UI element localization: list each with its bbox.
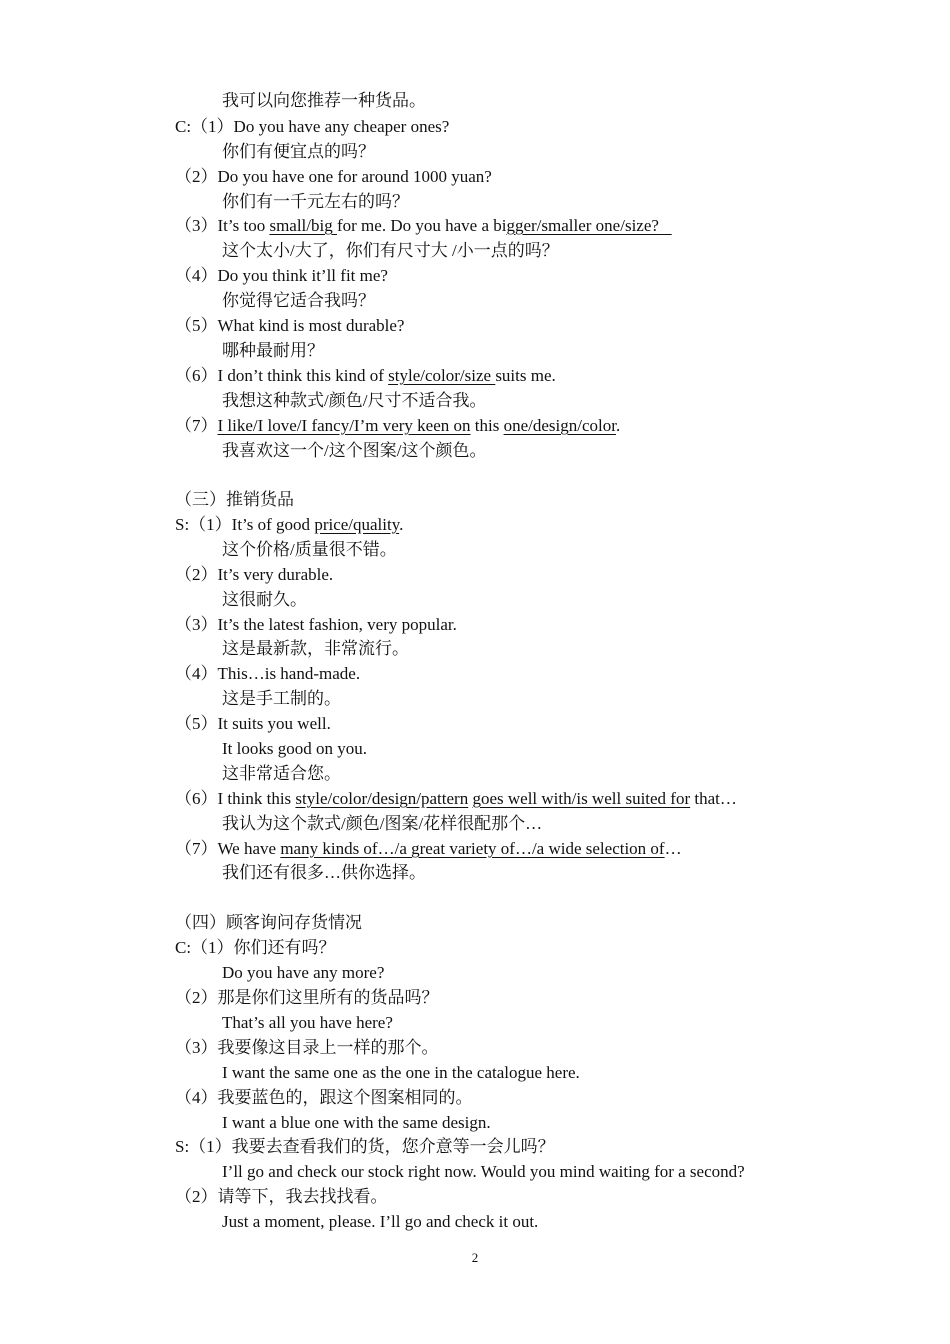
text-line: （7）We have many kinds of…/a great variety of…/a wide selection of… <box>175 839 682 858</box>
text-line: 我喜欢这一个/这个图案/这个颜色。 <box>222 441 487 460</box>
text-line: （5）It suits you well. <box>175 714 331 733</box>
underlined-phrase: I like/I love/I fancy/I’m very keen on <box>217 416 471 435</box>
text-line: （5）What kind is most durable? <box>175 316 405 335</box>
text-line: （2）Do you have one for around 1000 yuan? <box>175 167 492 186</box>
text-line: （4）Do you think it’ll fit me? <box>175 266 388 285</box>
text-line: 你们有一千元左右的吗？ <box>222 192 409 211</box>
text-line: 你觉得它适合我吗？ <box>222 291 375 310</box>
text-line: （3）It’s too small/big for me. Do you have a bigger/smaller one/size? <box>175 215 672 237</box>
underlined-phrase: small/big <box>269 216 337 235</box>
text-line: 我们还有很多…供你选择。 <box>222 863 426 882</box>
text-line: That’s all you have here? <box>222 1013 393 1032</box>
text-line: （4）This…is hand-made. <box>175 664 361 683</box>
underlined-phrase: style/color/size <box>388 366 496 385</box>
text-line: 这是最新款，非常流行。 <box>222 639 409 658</box>
text-line: （7）I like/I love/I fancy/I’m very keen on this one/design/color. <box>175 416 621 435</box>
text-line: （6）I think this style/color/design/pattern goes well with/is well suited for that… <box>175 789 737 808</box>
text-line: 这个价格/质量很不错。 <box>222 540 397 559</box>
text-line: It looks good on you. <box>222 739 367 758</box>
underlined-blank <box>659 216 672 235</box>
text-line: （4）我要蓝色的，跟这个图案相同的。 <box>175 1088 473 1107</box>
underlined-phrase: one/design/color <box>503 416 616 435</box>
text-line: 这很耐久。 <box>222 590 307 609</box>
text-line: S:（1）It’s of good price/quality. <box>175 515 404 534</box>
text-line: Just a moment, please. I’ll go and check it out. <box>222 1212 539 1231</box>
text-line: （6）I don’t think this kind of style/color/size suits me. <box>175 366 556 385</box>
text-line: （3）It’s the latest fashion, very popular. <box>175 615 457 634</box>
underlined-phrase: price/quality <box>314 515 400 534</box>
underlined-phrase: many kinds of…/a great variety of…/a wide selection of <box>280 839 665 858</box>
page-number: 2 <box>471 1250 479 1265</box>
text-line: 这是手工制的。 <box>222 689 341 708</box>
text-line: 我可以向您推荐一种货品。 <box>222 91 426 110</box>
text-line: 我认为这个款式/颜色/图案/花样很配那个… <box>222 814 543 833</box>
underlined-phrase: gger/smaller one/size? <box>506 216 659 235</box>
text-line: 哪种最耐用？ <box>222 341 324 360</box>
section-heading: （四）顾客询问存货情况 <box>175 913 362 932</box>
text-line: 你们有便宜点的吗？ <box>222 142 375 161</box>
text-line: （2）那是你们这里所有的货品吗？ <box>175 988 439 1007</box>
text-line: （2）It’s very durable. <box>175 565 334 584</box>
text-line: 我想这种款式/颜色/尺寸不适合我。 <box>222 391 487 410</box>
text-line: 这个太小/大了，你们有尺寸大 /小一点的吗？ <box>222 241 559 260</box>
text-line: （2）请等下，我去找找看。 <box>175 1187 388 1206</box>
text-line: （3）我要像这目录上一样的那个。 <box>175 1038 439 1057</box>
text-line: S:（1）我要去查看我们的货，您介意等一会儿吗？ <box>175 1137 555 1156</box>
text-line: I want the same one as the one in the catalogue here. <box>222 1063 580 1082</box>
text-line: I’ll go and check our stock right now. Would you mind waiting for a second? <box>222 1162 745 1181</box>
text-line: C:（1）Do you have any cheaper ones? <box>175 117 450 136</box>
text-line: Do you have any more? <box>222 963 385 982</box>
text-line: C:（1）你们还有吗？ <box>175 938 336 957</box>
text-line: I want a blue one with the same design. <box>222 1113 491 1132</box>
section-heading: （三）推销货品 <box>175 490 294 509</box>
underlined-phrase: goes well with/is well suited for <box>472 789 691 808</box>
text-line: 这非常适合您。 <box>222 764 341 783</box>
underlined-phrase: style/color/design/pattern <box>295 789 469 808</box>
